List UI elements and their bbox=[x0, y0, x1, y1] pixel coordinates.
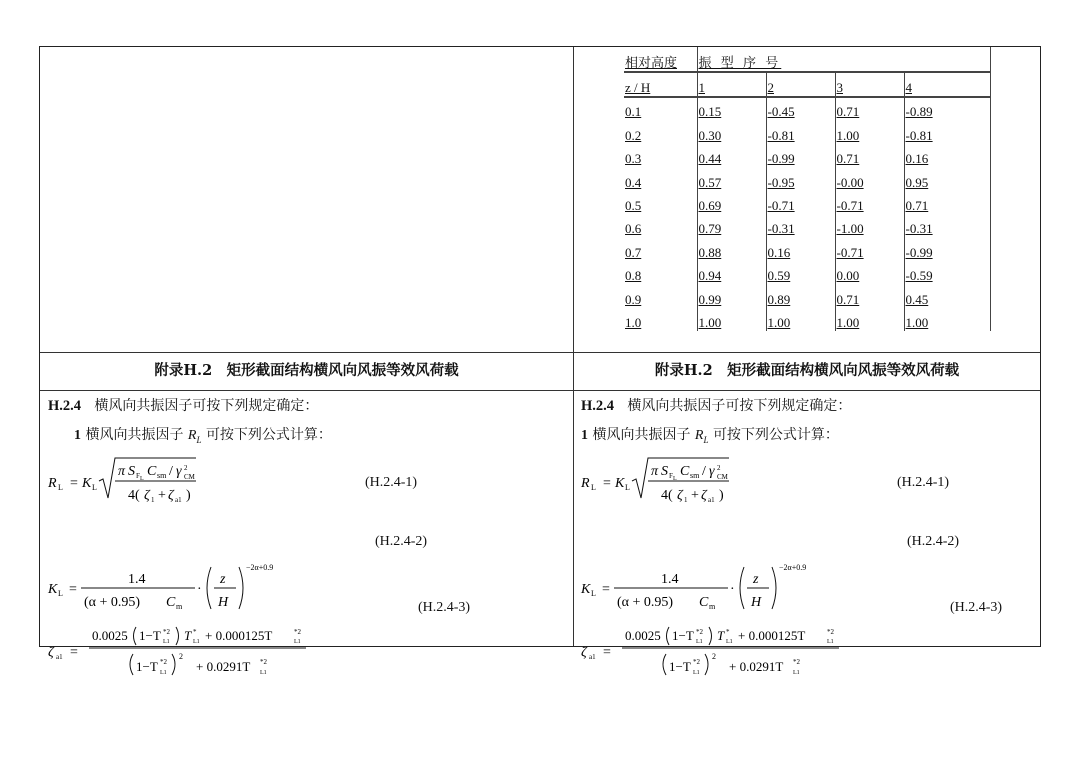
right-formula-t-sup1: * bbox=[726, 628, 730, 636]
left-formula-bracket bbox=[172, 654, 175, 675]
left-formula-bracket bbox=[134, 627, 137, 645]
table-cell: 0.16 bbox=[766, 237, 835, 260]
left-formula-cm-sub: m bbox=[176, 602, 183, 611]
left-formula-c-sub: sm bbox=[157, 471, 167, 480]
left-section-title: 附录H.2 矩形截面结构横风向风振等效风荷载 bbox=[154, 362, 459, 379]
left-formula-den-tail: + 0.0291T bbox=[196, 659, 251, 674]
right-formula-kl-sub: L bbox=[591, 589, 596, 598]
table-row bbox=[624, 97, 990, 120]
table-cell: 0.99 bbox=[697, 284, 766, 307]
left-formula-kl-sub: L bbox=[92, 483, 97, 492]
right-formula-c-sub: sm bbox=[690, 471, 700, 480]
table-cell: 1.00 bbox=[697, 308, 766, 331]
right-formula-alpha: (α + 0.95) bbox=[617, 595, 674, 610]
right-formula-exp: −2α+0.9 bbox=[779, 563, 807, 572]
table-cell: -0.59 bbox=[904, 261, 990, 284]
right-formula-one-minus: 1−T bbox=[669, 659, 691, 674]
left-formula-gamma-sup: 2 bbox=[184, 464, 188, 472]
right-clause-number: H.2.4 bbox=[581, 398, 615, 414]
table-cell: -0.99 bbox=[766, 144, 835, 167]
left-formula-close: ) bbox=[186, 488, 191, 503]
table-row bbox=[624, 167, 990, 190]
right-formula-num3: 0.0025 bbox=[625, 628, 661, 643]
left-formula-z1-sub: 1 bbox=[151, 496, 155, 504]
right-formula-z: z bbox=[753, 572, 759, 587]
left-formula-sq: 2 bbox=[179, 652, 183, 661]
left-formula-kl: K bbox=[82, 476, 92, 491]
svg-text:·: · bbox=[197, 582, 202, 597]
table-cell: 0.30 bbox=[697, 120, 766, 143]
right-formula-one-minus: 1−T bbox=[672, 628, 694, 643]
right-formula-bracket bbox=[663, 654, 666, 675]
right-formula-rl: R bbox=[581, 476, 590, 491]
left-clause-text: 横风向共振因子可按下列规定确定： bbox=[94, 398, 319, 414]
table-cell: 0.7 bbox=[624, 237, 697, 260]
left-formula-alpha: (α + 0.95) bbox=[84, 595, 141, 610]
left-item-text-before: 横风向共振因子 bbox=[85, 427, 184, 443]
left-formula-kl: K bbox=[48, 582, 58, 597]
right-formula-zeta: ζ bbox=[701, 488, 707, 503]
table-row bbox=[624, 237, 990, 260]
table-row bbox=[624, 284, 990, 307]
table-cell: -0.99 bbox=[904, 237, 990, 260]
left-formula-plus: + bbox=[158, 488, 166, 503]
left-clause-number: H.2.4 bbox=[48, 398, 82, 414]
table-cell: 0.16 bbox=[904, 144, 990, 167]
right-eq3-number: (H.2.4-3) bbox=[950, 600, 1003, 615]
left-formula-h: H bbox=[218, 595, 229, 610]
left-formula-gamma-sub: CM bbox=[184, 473, 195, 481]
right-formula-close: ) bbox=[719, 488, 724, 503]
left-formula-one-minus: 1−T bbox=[139, 628, 161, 643]
left-formula-rl: R bbox=[48, 476, 57, 491]
right-formula-pi: π bbox=[651, 464, 659, 479]
table-cell: 0.57 bbox=[697, 167, 766, 190]
right-formula-bracket bbox=[772, 567, 776, 609]
right-formula-gamma-sub: CM bbox=[717, 473, 728, 481]
right-formula-bracket bbox=[667, 627, 670, 645]
left-formula-pi: π bbox=[118, 464, 126, 479]
svg-text:/: / bbox=[702, 464, 706, 479]
right-clause-text: 横风向共振因子可按下列规定确定： bbox=[627, 398, 852, 414]
left-formula-t-sub: L1 bbox=[294, 639, 301, 645]
left-item-number: 1 bbox=[74, 428, 81, 443]
left-formula-t-sub: L1 bbox=[160, 670, 167, 676]
subheader-cell: 2 bbox=[766, 72, 835, 97]
right-formula-gamma: γ bbox=[709, 464, 715, 479]
document-page bbox=[39, 46, 1041, 676]
right-formula-bracket bbox=[740, 567, 744, 609]
svg-text:·: · bbox=[730, 582, 735, 597]
left-formula-zeta: ζ bbox=[144, 488, 150, 503]
left-formula-t-sub: L1 bbox=[163, 639, 170, 645]
right-formula-cm: C bbox=[699, 595, 709, 610]
table-cell: 0.5 bbox=[624, 191, 697, 214]
right-formula-kl: K bbox=[615, 476, 625, 491]
table-cell: 0.6 bbox=[624, 214, 697, 237]
left-eq1-number: (H.2.4-1) bbox=[365, 475, 418, 490]
right-formula-plus2: + 0.000125T bbox=[738, 628, 806, 643]
column-divider bbox=[573, 47, 574, 646]
table-cell: -0.00 bbox=[835, 167, 904, 190]
left-formula-eq-sign: = bbox=[69, 582, 77, 597]
left-formula-za1-sub: a1 bbox=[56, 653, 63, 661]
table-cell: 1.00 bbox=[766, 308, 835, 331]
right-formula-plus: + bbox=[691, 488, 699, 503]
table-cell: -0.95 bbox=[766, 167, 835, 190]
table-cell: -0.89 bbox=[904, 97, 990, 120]
right-formula-t-sub: L1 bbox=[696, 639, 703, 645]
left-formula-plus2: + 0.000125T bbox=[205, 628, 273, 643]
left-eq2-number: (H.2.4-2) bbox=[375, 534, 428, 549]
left-formula-exp: −2α+0.9 bbox=[246, 563, 274, 572]
subheader-cell: z / H bbox=[624, 72, 697, 97]
right-formula-s-sub2: L bbox=[673, 476, 677, 482]
table-cell: 1.00 bbox=[835, 308, 904, 331]
right-eq1-number: (H.2.4-1) bbox=[897, 475, 950, 490]
table-cell: 0.59 bbox=[766, 261, 835, 284]
right-formula-zeta: ζ bbox=[581, 645, 587, 660]
left-formula-one-minus: 1−T bbox=[136, 659, 158, 674]
right-item-text-after: 可按下列公式计算： bbox=[712, 427, 839, 443]
right-formula-t-sub: L1 bbox=[693, 670, 700, 676]
right-formula-kl-sub: L bbox=[625, 483, 630, 492]
left-formula-bracket bbox=[239, 567, 243, 609]
right-formula-num-14: 1.4 bbox=[661, 572, 679, 587]
left-formula-t-sup: *2 bbox=[163, 628, 170, 636]
table-cell: -0.71 bbox=[835, 191, 904, 214]
table-cell: -0.31 bbox=[904, 214, 990, 237]
right-formula-c: C bbox=[680, 464, 690, 479]
table-cell: -0.31 bbox=[766, 214, 835, 237]
right-formula-t-sup: *2 bbox=[696, 628, 703, 636]
right-formula-eq-sign: = bbox=[602, 582, 610, 597]
table-cell: 0.71 bbox=[904, 191, 990, 214]
table-cell: -0.71 bbox=[766, 191, 835, 214]
right-formula-den-tail: + 0.0291T bbox=[729, 659, 784, 674]
right-eq2-number: (H.2.4-2) bbox=[907, 534, 960, 549]
table-cell: 0.00 bbox=[835, 261, 904, 284]
right-formula-za1-sub: a1 bbox=[589, 653, 596, 661]
left-formula-c: C bbox=[147, 464, 157, 479]
left-formula-t-sup: *2 bbox=[160, 658, 167, 666]
svg-text:T: T bbox=[717, 628, 725, 643]
left-formula-bracket bbox=[207, 567, 211, 609]
svg-text:/: / bbox=[169, 464, 173, 479]
table-cell: -0.81 bbox=[904, 120, 990, 143]
table-cell: 0.71 bbox=[835, 97, 904, 120]
left-formula-t-sup: *2 bbox=[294, 628, 301, 636]
table-cell: 0.1 bbox=[624, 97, 697, 120]
left-formula-eq-sign: = bbox=[70, 645, 78, 660]
left-formula-s-sub: F bbox=[136, 472, 140, 480]
right-formula-t-sup: *2 bbox=[793, 658, 800, 666]
left-formula-eq-sign: = bbox=[70, 476, 78, 491]
table-header-row bbox=[624, 47, 990, 72]
right-formula-h: H bbox=[751, 595, 762, 610]
right-formula-za1-sub: a1 bbox=[708, 496, 715, 504]
left-formula-zeta: ζ bbox=[168, 488, 174, 503]
table-cell: 0.8 bbox=[624, 261, 697, 284]
right-formula-bracket bbox=[709, 627, 712, 645]
table-cell: 0.95 bbox=[904, 167, 990, 190]
table-cell: 0.69 bbox=[697, 191, 766, 214]
right-formula-kl: K bbox=[581, 582, 591, 597]
right-formula-rl-sub: L bbox=[591, 483, 596, 492]
table-cell: 1.0 bbox=[624, 308, 697, 331]
right-formula-s-sub: F bbox=[669, 472, 673, 480]
left-formula-za1-sub: a1 bbox=[175, 496, 182, 504]
left-formula-bracket bbox=[176, 627, 179, 645]
right-formula-t-sup: *2 bbox=[693, 658, 700, 666]
table-cell: 0.71 bbox=[835, 284, 904, 307]
left-formula-t-sup1: * bbox=[193, 628, 197, 636]
mode-shape-table bbox=[624, 47, 991, 331]
left-formula-rl-sub: L bbox=[58, 483, 63, 492]
left-formula-t-sup: *2 bbox=[260, 658, 267, 666]
table-cell: 0.45 bbox=[904, 284, 990, 307]
left-formula-num3: 0.0025 bbox=[92, 628, 128, 643]
left-item-symbol: $R_L$ bbox=[187, 428, 202, 445]
subheader-cell: 4 bbox=[904, 72, 990, 97]
table-cell: -0.71 bbox=[835, 237, 904, 260]
right-formula-t-sup: *2 bbox=[827, 628, 834, 636]
right-formula-s: S bbox=[661, 464, 668, 479]
table-cell: 0.3 bbox=[624, 144, 697, 167]
subheader-cell: 3 bbox=[835, 72, 904, 97]
left-formula-t-sub: L1 bbox=[193, 639, 200, 645]
table-row bbox=[624, 191, 990, 214]
right-formula-cm-sub: m bbox=[709, 602, 716, 611]
right-formula-eq-sign: = bbox=[603, 645, 611, 660]
table-cell: -0.45 bbox=[766, 97, 835, 120]
table-cell: 0.9 bbox=[624, 284, 697, 307]
table-cell: 0.71 bbox=[835, 144, 904, 167]
right-formula-eq-sign: = bbox=[603, 476, 611, 491]
right-formula-four: 4( bbox=[661, 488, 673, 503]
left-formula-s: S bbox=[128, 464, 135, 479]
left-formula-zeta: ζ bbox=[48, 645, 54, 660]
right-formula-bracket bbox=[705, 654, 708, 675]
right-formula-z1-sub: 1 bbox=[684, 496, 688, 504]
header-relative-height: 相对高度 bbox=[625, 55, 678, 70]
table-cell: 0.94 bbox=[697, 261, 766, 284]
left-eq3-number: (H.2.4-3) bbox=[418, 600, 471, 615]
right-formula-t-sub: L1 bbox=[726, 639, 733, 645]
table-cell: 0.44 bbox=[697, 144, 766, 167]
table-row bbox=[624, 261, 990, 284]
table-row bbox=[624, 214, 990, 237]
header-mode-number: 振 型 序 号 bbox=[698, 55, 782, 70]
table-cell: 0.79 bbox=[697, 214, 766, 237]
left-formula-num-14: 1.4 bbox=[128, 572, 146, 587]
table-cell: -1.00 bbox=[835, 214, 904, 237]
right-section-title: 附录H.2 矩形截面结构横风向风振等效风荷载 bbox=[654, 362, 960, 379]
table-cell: 0.89 bbox=[766, 284, 835, 307]
left-formula-bracket bbox=[130, 654, 133, 675]
right-item-number: 1 bbox=[581, 428, 588, 443]
table-row bbox=[624, 144, 990, 167]
table-cell: 0.4 bbox=[624, 167, 697, 190]
right-formula-zeta: ζ bbox=[677, 488, 683, 503]
right-formula-sq: 2 bbox=[712, 652, 716, 661]
subheader-cell: 1 bbox=[697, 72, 766, 97]
right-item-symbol: $R_L$ bbox=[694, 428, 709, 445]
left-formula-svg bbox=[48, 391, 378, 681]
right-formula-t-sub: L1 bbox=[793, 670, 800, 676]
right-formula-gamma-sup: 2 bbox=[717, 464, 721, 472]
table-cell: -0.81 bbox=[766, 120, 835, 143]
left-formula-t-sub: L1 bbox=[260, 670, 267, 676]
table-row bbox=[624, 120, 990, 143]
table-cell: 1.00 bbox=[904, 308, 990, 331]
table-cell: 1.00 bbox=[835, 120, 904, 143]
left-formula-z: z bbox=[220, 572, 226, 587]
right-formula-t-sub: L1 bbox=[827, 639, 834, 645]
table-subheader-row bbox=[624, 72, 990, 97]
left-formula-four: 4( bbox=[128, 488, 140, 503]
left-formula-s-sub2: L bbox=[140, 476, 144, 482]
left-formula-kl-sub: L bbox=[58, 589, 63, 598]
svg-text:T: T bbox=[184, 628, 192, 643]
table-cell: 0.88 bbox=[697, 237, 766, 260]
table-cell: 0.2 bbox=[624, 120, 697, 143]
table-cell: 0.15 bbox=[697, 97, 766, 120]
right-formula-svg bbox=[581, 391, 911, 681]
left-item-text-after: 可按下列公式计算： bbox=[205, 427, 332, 443]
right-item-text-before: 横风向共振因子 bbox=[592, 427, 691, 443]
table-row bbox=[624, 308, 990, 331]
left-formula-cm: C bbox=[166, 595, 176, 610]
left-formula-gamma: γ bbox=[176, 464, 182, 479]
